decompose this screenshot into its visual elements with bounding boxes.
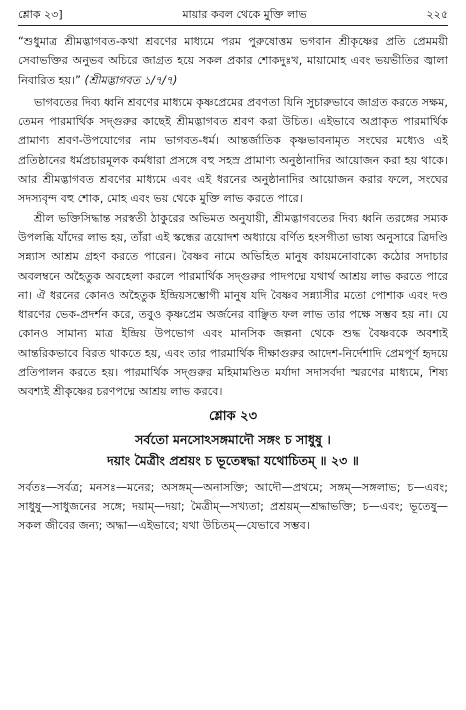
header-chapter-title: মায়ার কবল থেকে মুক্তি লাভ bbox=[182, 8, 307, 21]
page-number: ২২৫ bbox=[426, 8, 448, 21]
verse-line-2: দয়াং মৈত্রীং প্রশ্রয়ং চ ভূতেষ্বদ্ধা যথোচিতম্‌ ॥ ২৩ ॥ bbox=[107, 452, 359, 468]
quote-source: (শ্রীমদ্ভাগবত ১/৭/৭) bbox=[84, 73, 178, 87]
quote-text: “শুধুমাত্র শ্রীমদ্ভাগবত-কথা শ্রবণের মাধ্যমে পরম পুরুষোত্তম ভগবান শ্রীকৃষ্ণের প্রতি প্রেমময়ী সেবাভক্তির অনুভব অচিরে জাগ্রত হয়ে সকল প্রকার শোকদুঃখ, মায়ামোহ এবং ভয়ভীতির জ্বালা নিবারিত হয়।” bbox=[18, 35, 448, 87]
running-header bbox=[18, 6, 448, 24]
verse-number-heading: শ্লোক ২৩ bbox=[208, 408, 258, 424]
purport-paragraph-1: ভাগবতের দিব্য ধ্বনি শ্রবণের মাধ্যমে কৃষ্ণপ্রেমের প্রবণতা যিনি সুচারুভাবে জাগ্রত করতে সক্ষম, তেমন পারমার্থিক সদ্গুরুর কাছেই শ্রীমদ্ভাগবত শ্রবণ করা উচিত। এইভাবে অপ্রাকৃত পারমার্থিক প্রামাণ্য শ্রবণ-উপযোগের নাম ভাগবত-ধর্ম। আন্তর্জাতিক কৃষ্ণভাবনামৃত সংঘের মধ্যেও এই প্রতিষ্ঠানের ধর্মপ্রচারমূলক কর্মধারা প্রসঙ্গে বহু সহস্র প্রামাণ্য অনুষ্ঠানাদির আয়োজন করা হয় থাকে। আর শ্রীমদ্ভাগবত শ্রবণের মাধ্যমে এবং এই ধরনের অনুষ্ঠানাদির আয়োজন করার ফলে, সংঘের সদস্যবৃন্দ বহু শোক, মোহ এবং ভয় থেকে মুক্তি লাভ করতে পারে। bbox=[18, 95, 448, 206]
header-rule bbox=[18, 25, 448, 26]
purport-paragraph-2: শ্রীল ভক্তিসিদ্ধান্ত সরস্বতী ঠাকুরের অভিমত অনুযায়ী, শ্রীমদ্ভাগবতের দিব্য ধ্বনি তরঙ্গের সম্যক উপলব্ধি যাঁদের লাভ হয়, তাঁরা এই স্কন্ধের ত্রয়োদশ অধ্যায়ে বর্ণিত হংসগীতা ভাষ্য অনুসারে ত্রিদণ্ডি সন্ন্যাস আশ্রম গ্রহণ করতে পারেন। বৈষ্ণব নামে অভিহিত মানুষ কায়মনোবাক্যে কঠোর সদাচার অবলম্বনে অহৈতুক অবহেলা করলে পারমার্থিক সদ্গুরুর পাদপদ্মে যথার্থ আশ্রয় লাভ করতে পারে না। ঐ ধরনের কোনও অহৈতুক ইন্দ্রিয়সম্ভোগী মানুষ যদি বৈষ্ণব সন্ন্যাসীর মতো পোশাক এবং দণ্ড ধারণের ভেক-প্রদর্শন করে, তবুও কৃষ্ণপ্রেম অর্জনের বাঞ্ছিত ফল লাভ তার পক্ষে সম্ভব হয় না। যে কোনও সামান্য মাত্র ইন্দ্রিয় উপভোগ এবং মানসিক জল্পনা থেকে শুদ্ধ বৈষ্ণবকে অবশ্যই আন্তরিকভাবে বিরত থাকতে হয়, এবং তার পারমার্থিক দীক্ষাগুরুর আদেশ-নির্দেশাদি প্রেমপূর্ণ হৃদয়ে প্রতিপালন করতে হয়। পারমার্থিক সদ্গুরুর মহিমামণ্ডিত মর্যাদা সদাসর্বদা স্মরণের মাধ্যমে, শিষ্য অবশ্যই শ্রীকৃষ্ণের চরণপদ্মে আশ্রয় লাভ করবে। bbox=[18, 211, 448, 399]
header-verse-ref: শ্লোক ২৩] bbox=[18, 8, 63, 21]
synonyms-paragraph: সর্বতঃ—সর্বত্র; মনসঃ—মনের; অসঙ্গম্—অনাসক্তি; আদৌ—প্রথমে; সঙ্গম্—সঙ্গলাভ; চ—এবং; সাধুষু—সাধুজনের সঙ্গে; দয়াম্—দয়া; মৈত্রীম্—সখ্যতা; প্রশ্রয়ম্—শ্রদ্ধাভক্তি; চ—এবং; ভূতেষু—সকল জীবের জন্য; অদ্ধা—এইভাবে; যথা উচিতম্—যেভাবে সম্ভব। bbox=[18, 480, 448, 533]
quote-block bbox=[18, 32, 448, 90]
verse-line-1: সর্বতো মনসোঽসঙ্গমাদৌ সঙ্গং চ সাধুষু । bbox=[135, 431, 331, 447]
